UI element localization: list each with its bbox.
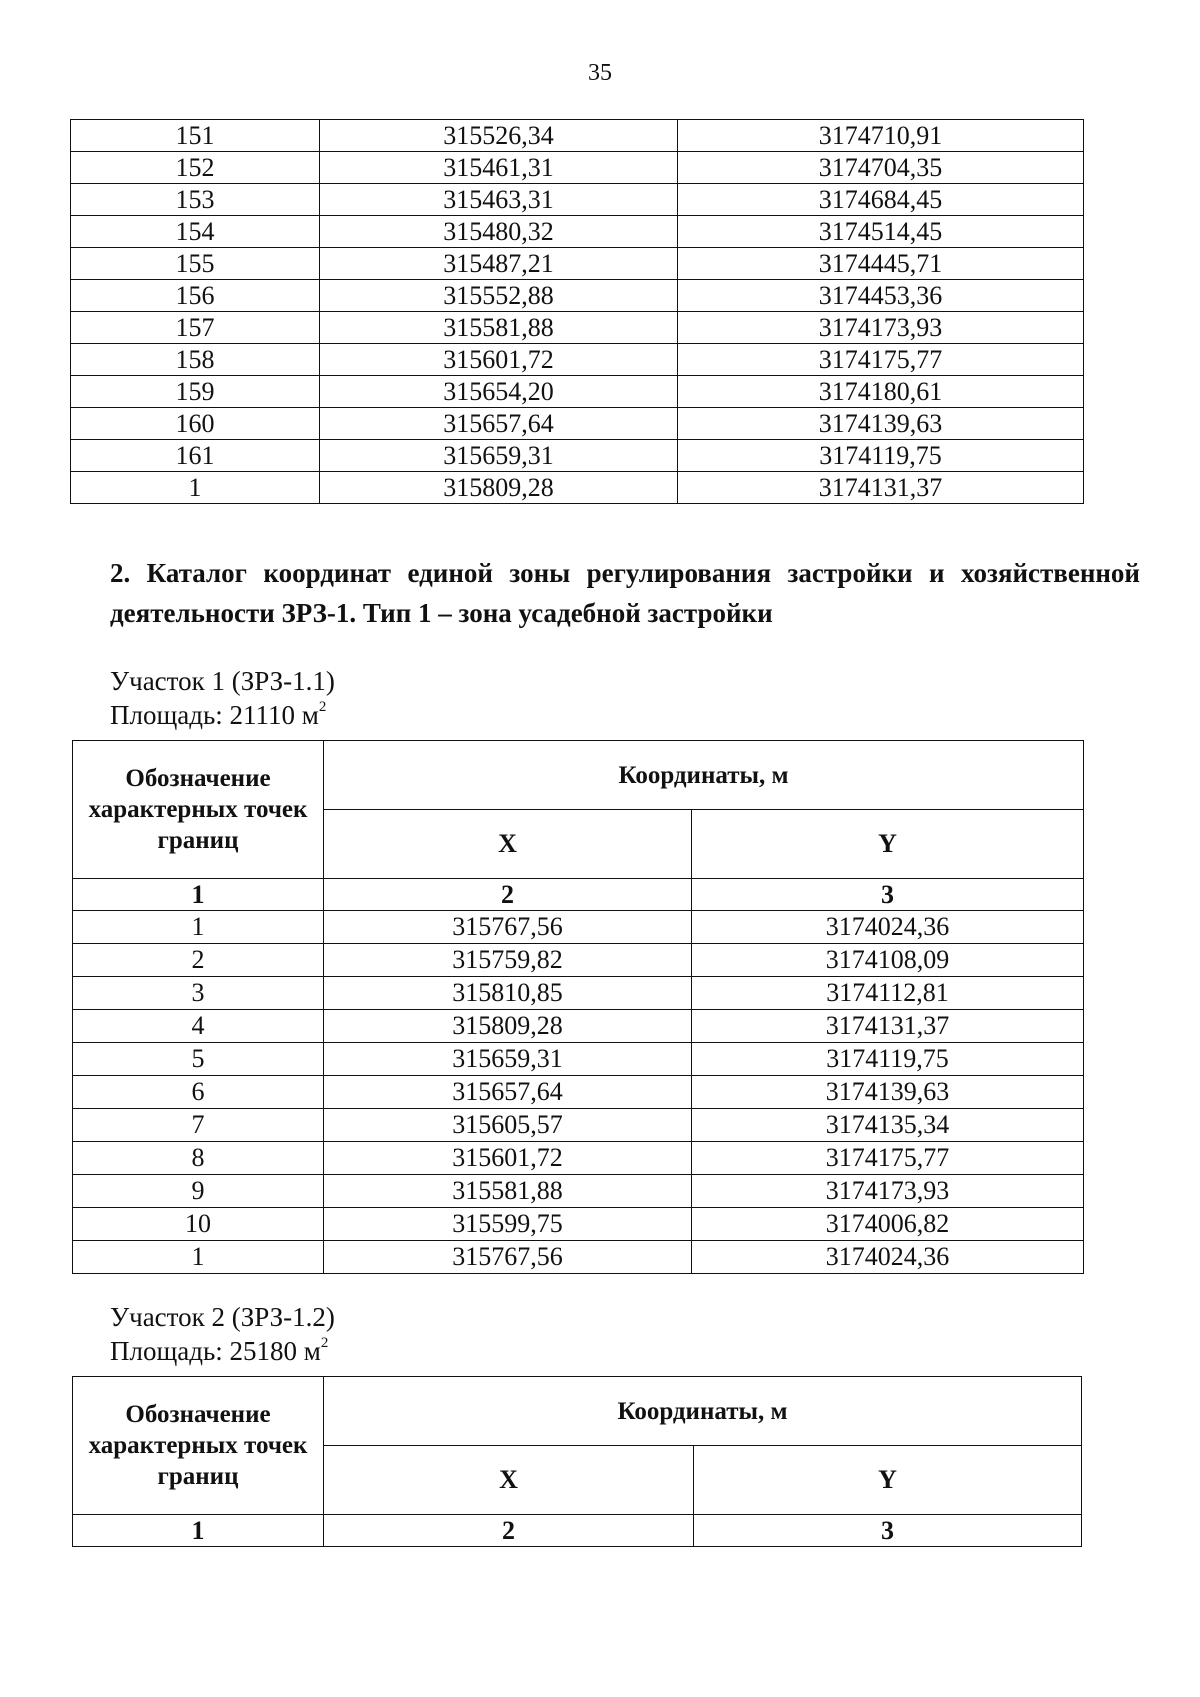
point-number-cell: 154 xyxy=(71,216,320,248)
x-coordinate-cell: 315601,72 xyxy=(320,344,678,376)
plot-2-table-body xyxy=(73,1377,1082,1547)
plot-1-table-body xyxy=(73,741,1084,1274)
x-axis-header: X xyxy=(324,810,692,879)
table-row xyxy=(73,977,1084,1010)
y-coordinate-cell: 3174119,75 xyxy=(678,440,1084,472)
table-row xyxy=(71,312,1084,344)
point-number-cell: 151 xyxy=(71,120,320,152)
column-number-cell: 1 xyxy=(73,879,324,911)
point-number-cell: 4 xyxy=(73,1010,324,1043)
point-number-cell: 161 xyxy=(71,440,320,472)
x-coordinate-cell: 315526,34 xyxy=(320,120,678,152)
plot-2-area-unit-power: 2 xyxy=(320,1335,329,1351)
y-coordinate-cell: 3174514,45 xyxy=(678,216,1084,248)
column-number-cell: 1 xyxy=(73,1515,324,1547)
plot-2-title: Участок 2 (ЗРЗ-1.2) xyxy=(110,1302,335,1332)
point-number-cell: 10 xyxy=(73,1208,324,1241)
table-row xyxy=(71,440,1084,472)
y-coordinate-cell: 3174175,77 xyxy=(678,344,1084,376)
point-number-cell: 155 xyxy=(71,248,320,280)
point-number-cell: 157 xyxy=(71,312,320,344)
y-coordinate-cell: 3174139,63 xyxy=(678,408,1084,440)
point-number-cell: 160 xyxy=(71,408,320,440)
y-coordinate-cell: 3174139,63 xyxy=(692,1076,1084,1109)
x-coordinate-cell: 315809,28 xyxy=(324,1010,692,1043)
point-number-cell: 6 xyxy=(73,1076,324,1109)
table-row xyxy=(71,408,1084,440)
x-coordinate-cell: 315810,85 xyxy=(324,977,692,1010)
y-coordinate-cell: 3174135,34 xyxy=(692,1109,1084,1142)
table-row xyxy=(71,248,1084,280)
column-number-cell: 3 xyxy=(692,879,1084,911)
point-number-cell: 1 xyxy=(71,472,320,504)
y-coordinate-cell: 3174684,45 xyxy=(678,184,1084,216)
table-row xyxy=(71,344,1084,376)
x-coordinate-cell: 315581,88 xyxy=(320,312,678,344)
point-number-cell: 156 xyxy=(71,280,320,312)
table-row xyxy=(71,472,1084,504)
x-coordinate-cell: 315659,31 xyxy=(324,1043,692,1076)
plot-2-coordinates-table xyxy=(72,1376,1082,1547)
x-coordinate-cell: 315552,88 xyxy=(320,280,678,312)
table-row xyxy=(73,1175,1084,1208)
y-coordinate-cell: 3174173,93 xyxy=(678,312,1084,344)
table-row xyxy=(73,911,1084,944)
x-coordinate-cell: 315657,64 xyxy=(324,1076,692,1109)
point-number-cell: 159 xyxy=(71,376,320,408)
y-coordinate-cell: 3174453,36 xyxy=(678,280,1084,312)
point-number-cell: 7 xyxy=(73,1109,324,1142)
continuation-coordinates-table xyxy=(70,119,1084,504)
table-row xyxy=(71,184,1084,216)
x-coordinate-cell: 315605,57 xyxy=(324,1109,692,1142)
y-coordinate-cell: 3174131,37 xyxy=(678,472,1084,504)
coords-header: Координаты, м xyxy=(324,1377,1082,1446)
plot-1-area-unit-power: 2 xyxy=(318,699,327,715)
x-coordinate-cell: 315463,31 xyxy=(320,184,678,216)
y-coordinate-cell: 3174180,61 xyxy=(678,376,1084,408)
point-label-header: Обозначение характерных точек границ xyxy=(73,1377,324,1515)
plot-2-area xyxy=(110,1334,328,1368)
x-axis-header: X xyxy=(324,1446,694,1515)
plot-1-title: Участок 1 (ЗРЗ-1.1) xyxy=(110,666,335,696)
x-coordinate-cell: 315487,21 xyxy=(320,248,678,280)
section-heading: 2. Каталог координат единой зоны регулирования застройки и хозяйственной деятельности ЗРЗ-1. Тип 1 – зона усадебной застройки xyxy=(110,558,1140,628)
point-number-cell: 3 xyxy=(73,977,324,1010)
plot-1-area-label: Площадь: 21110 м xyxy=(110,700,319,730)
table-header-row xyxy=(73,741,1084,810)
table-row xyxy=(71,120,1084,152)
x-coordinate-cell: 315599,75 xyxy=(324,1208,692,1241)
x-coordinate-cell: 315480,32 xyxy=(320,216,678,248)
table-row xyxy=(73,1043,1084,1076)
point-number-cell: 9 xyxy=(73,1175,324,1208)
y-axis-header: Y xyxy=(692,810,1084,879)
point-number-cell: 158 xyxy=(71,344,320,376)
point-number-cell: 8 xyxy=(73,1142,324,1175)
table-row xyxy=(71,376,1084,408)
point-number-cell: 5 xyxy=(73,1043,324,1076)
table-row xyxy=(73,1142,1084,1175)
y-coordinate-cell: 3174175,77 xyxy=(692,1142,1084,1175)
table-row xyxy=(73,1241,1084,1274)
y-coordinate-cell: 3174704,35 xyxy=(678,152,1084,184)
x-coordinate-cell: 315654,20 xyxy=(320,376,678,408)
y-coordinate-cell: 3174119,75 xyxy=(692,1043,1084,1076)
y-coordinate-cell: 3174173,93 xyxy=(692,1175,1084,1208)
column-number-cell: 2 xyxy=(324,1515,694,1547)
column-number-cell: 3 xyxy=(694,1515,1082,1547)
table-header-row xyxy=(73,1377,1082,1446)
continuation-table-body xyxy=(71,120,1084,504)
x-coordinate-cell: 315767,56 xyxy=(324,911,692,944)
y-coordinate-cell: 3174710,91 xyxy=(678,120,1084,152)
y-coordinate-cell: 3174131,37 xyxy=(692,1010,1084,1043)
x-coordinate-cell: 315659,31 xyxy=(320,440,678,472)
plot-1-area xyxy=(110,698,326,732)
table-row xyxy=(73,1109,1084,1142)
x-coordinate-cell: 315657,64 xyxy=(320,408,678,440)
point-number-cell: 1 xyxy=(73,1241,324,1274)
plot-2-area-label: Площадь: 25180 м xyxy=(110,1336,321,1366)
point-number-cell: 153 xyxy=(71,184,320,216)
y-coordinate-cell: 3174445,71 xyxy=(678,248,1084,280)
table-row xyxy=(73,944,1084,977)
x-coordinate-cell: 315601,72 xyxy=(324,1142,692,1175)
page-number: 35 xyxy=(588,60,612,86)
table-row xyxy=(71,280,1084,312)
column-number-row xyxy=(73,1515,1082,1547)
table-row xyxy=(73,1076,1084,1109)
table-row xyxy=(73,1208,1084,1241)
x-coordinate-cell: 315809,28 xyxy=(320,472,678,504)
point-number-cell: 152 xyxy=(71,152,320,184)
point-label-header: Обозначение характерных точек границ xyxy=(73,741,324,879)
x-coordinate-cell: 315581,88 xyxy=(324,1175,692,1208)
column-number-cell: 2 xyxy=(324,879,692,911)
table-row xyxy=(71,216,1084,248)
x-coordinate-cell: 315461,31 xyxy=(320,152,678,184)
y-coordinate-cell: 3174024,36 xyxy=(692,1241,1084,1274)
column-number-row xyxy=(73,879,1084,911)
y-coordinate-cell: 3174108,09 xyxy=(692,944,1084,977)
x-coordinate-cell: 315767,56 xyxy=(324,1241,692,1274)
plot-1-coordinates-table xyxy=(72,740,1084,1274)
y-coordinate-cell: 3174112,81 xyxy=(692,977,1084,1010)
point-number-cell: 2 xyxy=(73,944,324,977)
table-row xyxy=(73,1010,1084,1043)
point-number-cell: 1 xyxy=(73,911,324,944)
y-coordinate-cell: 3174006,82 xyxy=(692,1208,1084,1241)
y-coordinate-cell: 3174024,36 xyxy=(692,911,1084,944)
table-row xyxy=(71,152,1084,184)
x-coordinate-cell: 315759,82 xyxy=(324,944,692,977)
y-axis-header: Y xyxy=(694,1446,1082,1515)
coords-header: Координаты, м xyxy=(324,741,1084,810)
